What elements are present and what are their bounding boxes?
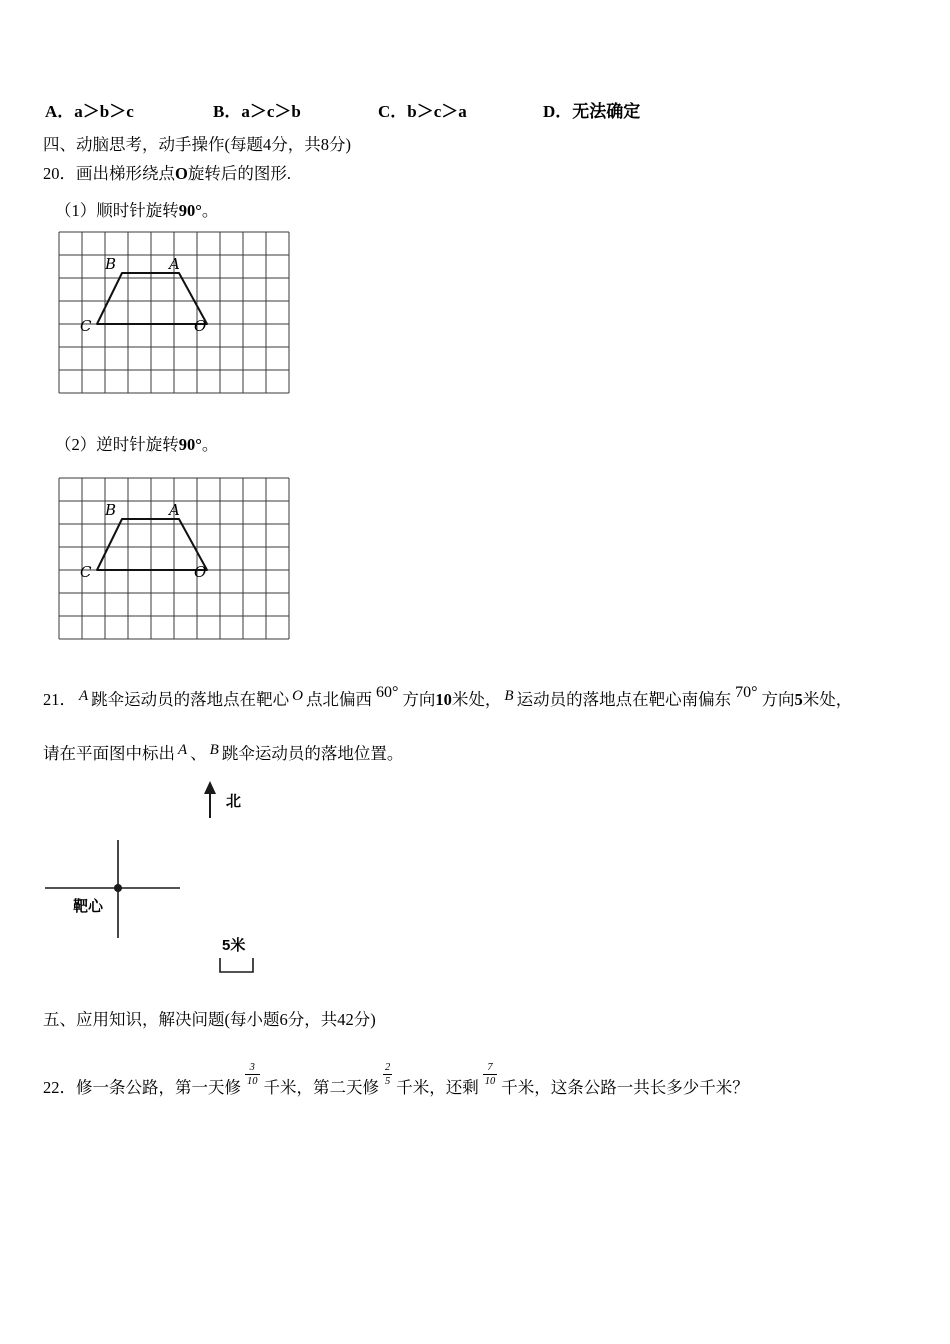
fraction-denominator: 5 — [385, 1076, 391, 1088]
text-segment: 方向 — [402, 690, 436, 709]
section-4-heading: 四、动脑思考，动手操作(每题4分，共8分) — [43, 135, 351, 154]
rotation-grid-figure-2 — [57, 476, 291, 646]
option-b: B．a＞c＞b — [213, 102, 301, 121]
text-segment: A — [79, 688, 89, 704]
text-segment: 。 — [201, 201, 219, 220]
section-5-heading: 五、应用知识，解决问题(每小题6分，共42分) — [43, 1010, 376, 1029]
text-segment: 5 — [794, 690, 803, 709]
choice-options-row — [45, 97, 640, 122]
option-c: C．b＞c＞a — [378, 102, 467, 121]
vertex-label-B: B — [105, 501, 117, 519]
fraction-numerator: 3 — [249, 1062, 255, 1073]
vertex-label-O: O — [194, 317, 207, 335]
question-20-text — [43, 160, 291, 184]
question-21-line1 — [43, 684, 852, 710]
q22-segment-3: 千米，还剩 — [396, 1078, 479, 1098]
text-segment: 21． — [43, 690, 76, 709]
text-segment: 、 — [190, 744, 207, 763]
text-segment: 米处， — [802, 690, 853, 709]
text-segment: 。 — [201, 435, 219, 454]
option-d: D．无法确定 — [543, 102, 641, 121]
target-center-dot — [114, 884, 122, 892]
text-segment: 跳伞运动员的落地位置。 — [221, 744, 404, 763]
text-segment: B — [209, 742, 219, 758]
text-segment: 方向 — [761, 690, 795, 709]
text-segment: B — [504, 688, 514, 704]
rotation-grid-figure-1 — [57, 230, 291, 400]
text-segment: （1）顺时针旋转 — [55, 201, 179, 220]
vertex-label-C: C — [80, 563, 92, 581]
text-segment: 90° — [178, 435, 202, 454]
fraction-denominator: 10 — [247, 1076, 258, 1088]
text-segment: O — [292, 688, 304, 704]
question-20-part2 — [55, 431, 218, 455]
compass-figure-svg — [40, 778, 370, 983]
grid-svg — [57, 230, 291, 395]
vertex-label-O: O — [194, 563, 207, 581]
fraction-denominator: 10 — [484, 1076, 496, 1088]
fraction-2-5 — [383, 1062, 392, 1088]
compass-figure — [40, 778, 370, 988]
text-segment: 米处， — [451, 690, 502, 709]
text-segment: 70° — [735, 684, 758, 701]
text-segment: 跳伞运动员的落地点在靶心 — [91, 690, 290, 709]
fraction-7-10 — [483, 1062, 498, 1088]
vertex-label-A: A — [169, 255, 180, 273]
trapezoid-shape — [97, 273, 207, 324]
fraction-numerator: 7 — [487, 1062, 493, 1073]
target-label: 靶心 — [73, 898, 104, 915]
text-segment: 20．画出梯形绕点 — [43, 164, 175, 183]
option-a: A．a＞b＞c — [45, 102, 134, 121]
text-segment: 运动员的落地点在靶心南偏东 — [516, 690, 732, 709]
north-arrow-icon — [204, 781, 216, 818]
text-segment: A — [178, 742, 188, 758]
q22-segment-1: 22．修一条公路，第一天修 — [43, 1078, 241, 1098]
grid-svg — [57, 476, 291, 641]
text-segment: 请在平面图中标出 — [43, 744, 175, 763]
fraction-numerator: 2 — [385, 1062, 391, 1073]
vertex-label-A: A — [169, 501, 180, 519]
north-label: 北 — [226, 793, 242, 810]
text-segment: 10 — [435, 690, 452, 709]
fraction-3-10 — [245, 1062, 260, 1088]
text-segment: 60° — [376, 684, 399, 701]
scale-label: 5米 — [222, 937, 246, 954]
q22-segment-2: 千米，第二天修 — [263, 1078, 379, 1098]
scale-bracket — [220, 958, 253, 972]
text-segment: 点北偏西 — [306, 690, 373, 709]
question-20-part1 — [55, 197, 218, 221]
question-21-line2 — [43, 740, 403, 764]
question-22-text — [43, 1062, 749, 1098]
vertex-label-C: C — [80, 317, 92, 335]
text-segment: 90° — [178, 201, 202, 220]
q22-segment-4: 千米，这条公路一共长多少千米？ — [501, 1078, 749, 1098]
target-crosshair — [45, 840, 180, 938]
text-segment: 旋转后的图形. — [187, 164, 291, 183]
text-segment: O — [175, 164, 188, 183]
vertex-label-B: B — [105, 255, 117, 273]
trapezoid-shape — [97, 519, 207, 570]
text-segment: （2）逆时针旋转 — [55, 435, 179, 454]
